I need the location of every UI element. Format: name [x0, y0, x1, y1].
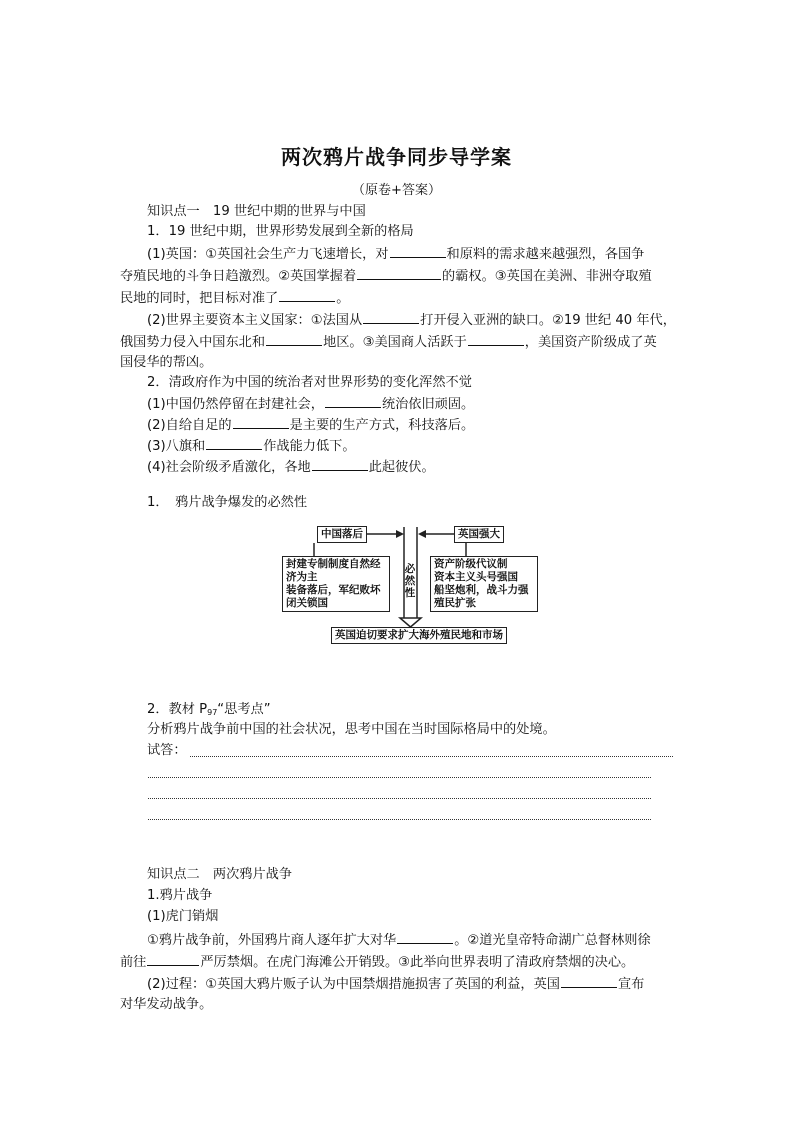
answer-label: 试答：	[147, 743, 187, 758]
blank[interactable]	[279, 288, 335, 302]
blank[interactable]	[206, 436, 262, 450]
inevitability-label: 必 然 性	[404, 563, 416, 599]
page-subtitle: （原卷+答案）	[352, 183, 441, 198]
answer-line[interactable]	[190, 756, 673, 757]
blank[interactable]	[468, 332, 524, 346]
k1-paragraph-2-line-3: 国侵华的帮凶。	[120, 355, 213, 370]
answer-line[interactable]	[148, 798, 651, 799]
k1-item-4: (4)社会阶级矛盾激化，各地 此起彼伏。	[147, 457, 435, 477]
answer-line[interactable]	[148, 819, 651, 820]
section-2-heading: 2．教材 $P_{97}“$思考点”	[147, 702, 271, 717]
k1-item-1: (1)中国仍然停留在封建社会， 统治依旧顽固。	[147, 394, 474, 414]
answer-line[interactable]	[148, 777, 651, 778]
arrow-head	[400, 618, 421, 627]
k1-section-2: 2．清政府作为中国的统治者对世界形势的变化浑然不觉	[147, 375, 472, 390]
blank[interactable]	[363, 310, 419, 324]
causal-diagram	[286, 523, 532, 648]
k1-paragraph-1-line-1: (1)英国：①英国社会生产力飞速增长，对 和原料的需求越来越强烈，各国争	[147, 244, 644, 264]
tag-china-behind: 中国落后	[317, 526, 367, 543]
blank[interactable]	[312, 457, 368, 471]
k1-paragraph-1-line-2: 夺殖民地的斗争日趋激烈。②英国掌握着 的霸权。③英国在美洲、非洲夺取殖	[120, 266, 652, 286]
blank[interactable]	[561, 974, 617, 988]
k1-paragraph-2-line-2: 俄国势力侵入中国东北和 地区。③美国商人活跃于 ，美国资产阶级成了英	[120, 332, 657, 352]
blank[interactable]	[266, 332, 322, 346]
page-title: 两次鸦片战争同步导学案	[281, 145, 512, 169]
blank[interactable]	[390, 244, 446, 258]
k2-heading: 知识点二 两次鸦片战争	[147, 867, 293, 882]
k2-paragraph-2-line-1: (2)过程：①英国大鸦片贩子认为中国禁烟措施损害了英国的利益，英国 宣布	[147, 974, 644, 994]
section-1-heading: 1． 鸦片战争爆发的必然性	[147, 495, 308, 510]
blank[interactable]	[147, 952, 199, 966]
k1-paragraph-2-line-1: (2)世界主要资本主义国家：①法国从 打开侵入亚洲的缺口。②19 世纪 40 年代，	[147, 310, 676, 330]
k1-heading: 知识点一 19 世纪中期的世界与中国	[147, 204, 366, 219]
right-box: 资产阶级代议制 资本主义头号强国 船坚炮利，战斗力强 殖民扩张	[430, 556, 538, 612]
blank[interactable]	[325, 394, 381, 408]
left-box: 封建专制制度自然经 济为主 装备落后，军纪败坏 闭关锁国	[282, 556, 390, 612]
k2-subsection-1: (1)虎门销烟	[147, 909, 219, 924]
k2-paragraph-1-line-1: ①鸦片战争前，外国鸦片商人逐年扩大对华 。②道光皇帝特命湖广总督林则徐	[147, 930, 651, 950]
k1-section-1: 1．19 世纪中期，世界形势发展到全新的格局	[147, 224, 414, 239]
tag-britain-strong: 英国强大	[454, 526, 504, 543]
k1-paragraph-1-line-3: 民地的同时，把目标对准了 。	[120, 288, 349, 308]
bottom-box: 英国迫切要求扩大海外殖民地和市场	[331, 627, 507, 644]
k2-paragraph-1-line-2: 前往 严厉禁烟。在虎门海滩公开销毁。③此举向世界表明了清政府禁烟的决心。	[120, 952, 634, 972]
section-2-question: 分析鸦片战争前中国的社会状况，思考中国在当时国际格局中的处境。	[147, 722, 556, 737]
k1-item-2: (2)自给自足的 是主要的生产方式，科技落后。	[147, 415, 474, 435]
arrow-head	[418, 530, 426, 538]
k1-item-3: (3)八旗和 作战能力低下。	[147, 436, 356, 456]
blank[interactable]	[233, 415, 289, 429]
blank[interactable]	[357, 266, 441, 280]
k2-paragraph-2-line-2: 对华发动战争。	[120, 997, 213, 1012]
k2-section-1: 1.鸦片战争	[147, 888, 213, 903]
blank[interactable]	[397, 930, 453, 944]
arrow-head	[396, 530, 404, 538]
